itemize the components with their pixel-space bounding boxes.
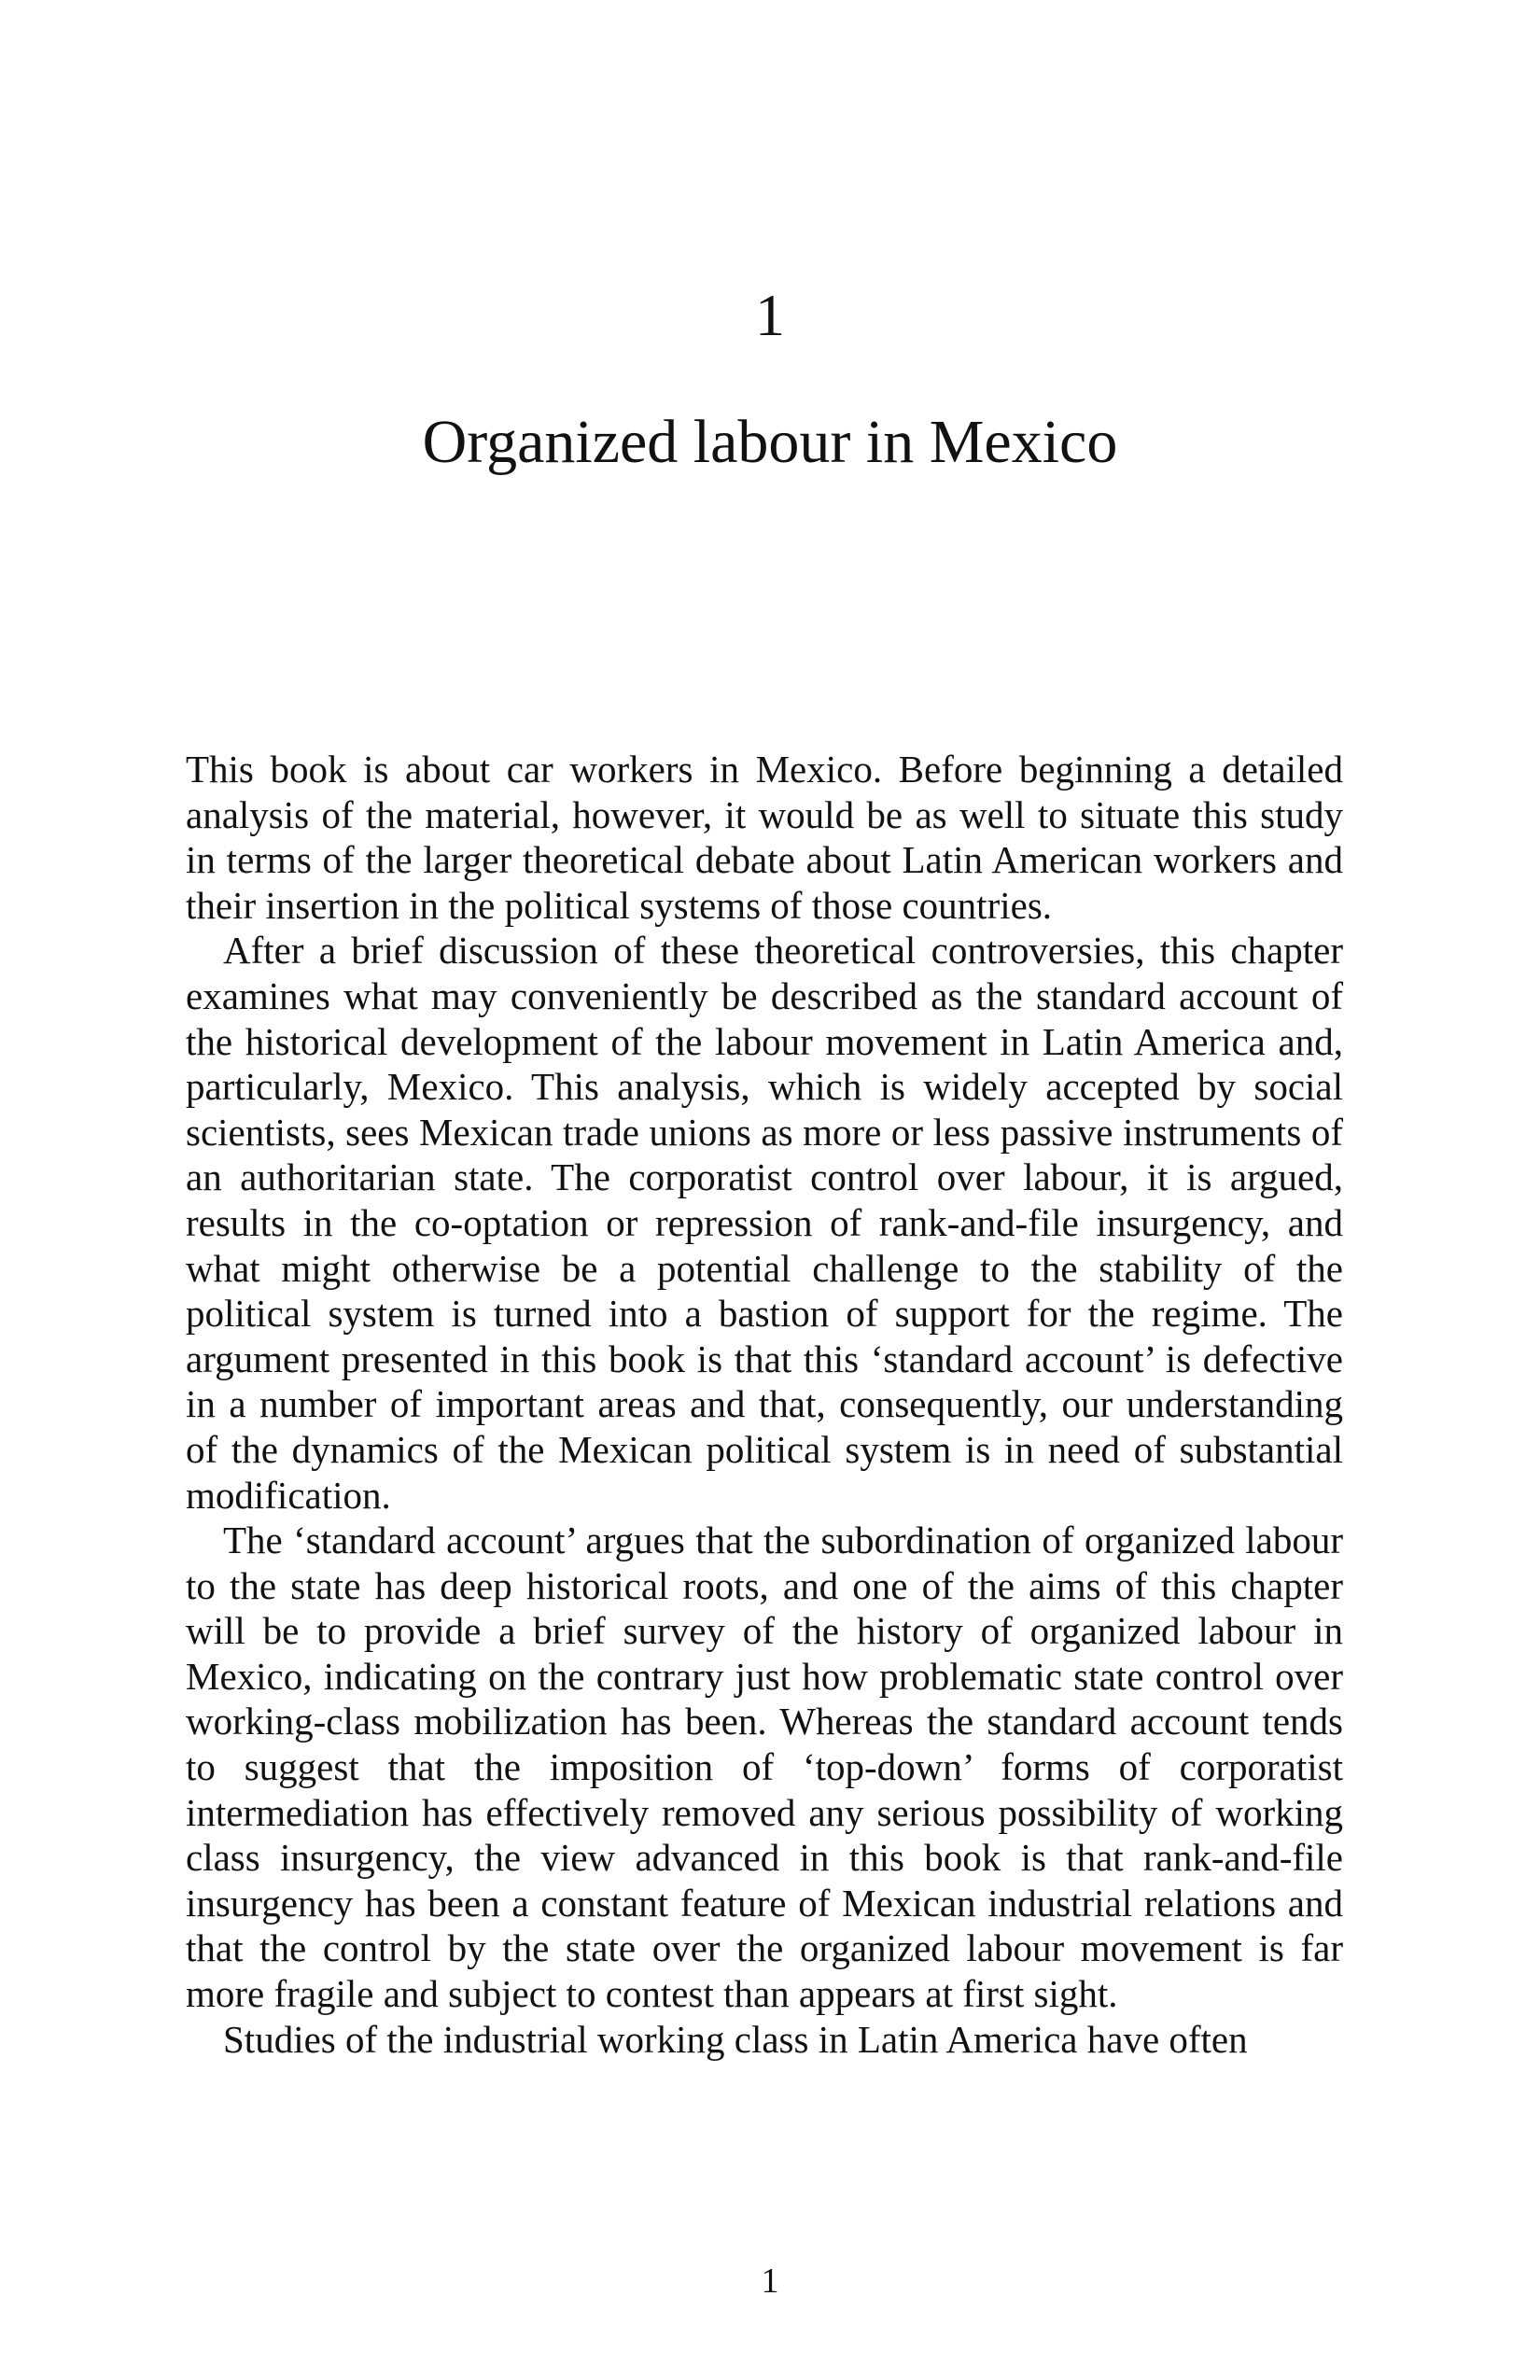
chapter-title: Organized labour in Mexico [422, 408, 1118, 476]
paragraph-studies: Studies of the industrial working class in Latin America have often [223, 2017, 1248, 2061]
paragraph-standard-account: After a brief discussion of these theoretical controversies, this chapter examines what may conveniently be described as the standard account of the historical development of the labour movement in Latin America and, particularly, Mexico. This analysis, which is widely accepted by social scientists, sees Mexican trade unions as more or less passive instruments of an authoritarian state. The corporatist control over labour, it is argued, results in the co-optation or repression of rank-and-file insurgency, and what might otherwise be a potential challenge to the stability of the political system is turned into a bastion of support for the regime. The argument presented in this book is that this ‘standard account’ is defective in a number of important areas and that, consequently, our understanding of the dynamics of the Mexican political system is in need of substantial modification. [186, 929, 1343, 1517]
paragraph-intro: This book is about car workers in Mexico. Before beginning a detailed analysis of the material, however, it would be as well to situate this study in terms of the larger theoretical debate about Latin American workers and their insertion in the political systems of those countries. [186, 748, 1343, 927]
body-text [186, 747, 1343, 2062]
page-number: 1 [761, 2261, 779, 2301]
chapter-number: 1 [755, 282, 785, 348]
paragraph-historical-roots: The ‘standard account’ argues that the subordination of organized labour to the state has deep historical roots, and one of the aims of this chapter will be to provide a brief survey of the history of organized labour in Mexico, indicating on the contrary just how problematic state control over working-class mobilization has been. Whereas the standard account tends to suggest that the imposition of ‘top-down’ forms of corporatist intermediation has effectively removed any serious possibility of working class insurgency, the view advanced in this book is that rank-and-file insurgency has been a constant feature of Mexican industrial relations and that the control by the state over the organized labour movement is far more fragile and subject to contest than appears at first sight. [186, 1519, 1343, 2016]
